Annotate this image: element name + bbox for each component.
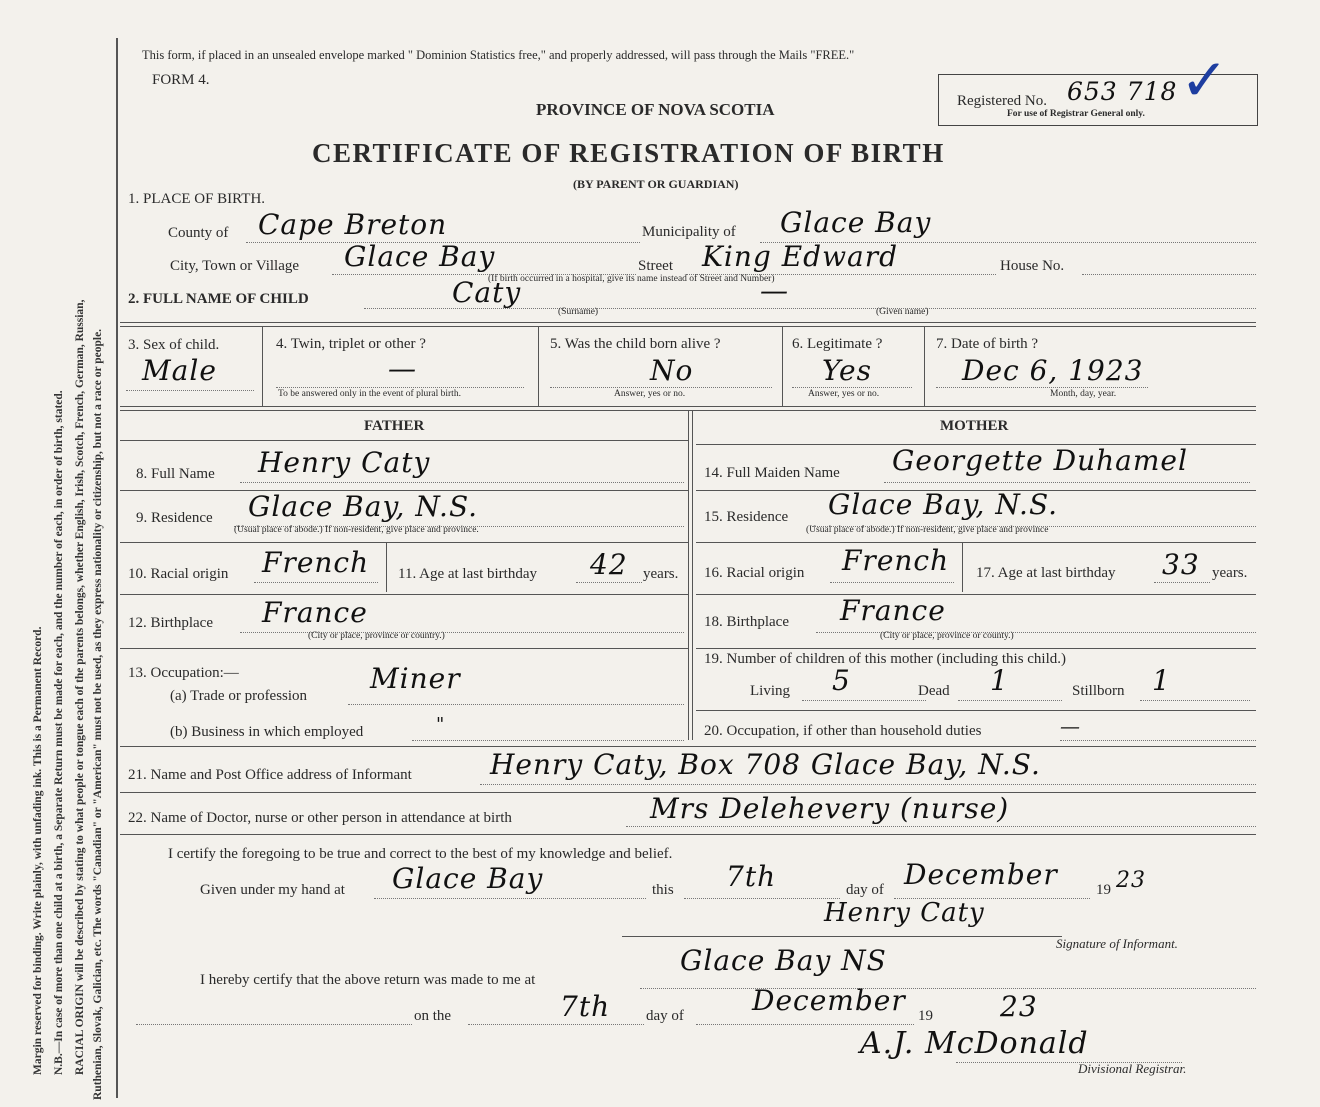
house-number-label: House No.	[1000, 258, 1065, 274]
registrar-place-value: Glace Bay NS	[680, 944, 887, 977]
mother-age-years: years.	[1212, 565, 1248, 581]
sex-label: 3. Sex of child.	[128, 337, 220, 353]
registrar-statement: I hereby certify that the above return was made to me at	[200, 972, 536, 988]
mother-name-label: 14. Full Maiden Name	[704, 465, 840, 481]
legitimate-caption: Answer, yes or no.	[808, 389, 880, 399]
margin-note-binding: Margin reserved for binding. Write plainly, with unfading ink. This is a Permanent Record.	[32, 626, 44, 1075]
child-surname-value: Caty	[452, 276, 522, 309]
municipality-label: Municipality of	[642, 224, 736, 240]
born-alive-caption: Answer, yes or no.	[614, 389, 686, 399]
living-label: Living	[750, 683, 790, 699]
given-month-value: December	[904, 858, 1058, 891]
mother-name-value: Georgette Duhamel	[892, 444, 1188, 477]
mother-residence-value: Glace Bay, N.S.	[828, 488, 1059, 521]
legitimate-value: Yes	[822, 354, 872, 387]
city-town-label: City, Town or Village	[170, 258, 300, 274]
twin-caption: To be answered only in the event of plural birth.	[278, 389, 461, 399]
father-age-label: 11. Age at last birthday	[398, 566, 537, 582]
certificate-title: CERTIFICATE OF REGISTRATION OF BIRTH	[312, 138, 945, 168]
children-count-label: 19. Number of children of this mother (including this child.)	[704, 651, 1067, 667]
given-year-prefix: 19	[1096, 882, 1111, 898]
surname-caption: (Surname)	[558, 307, 599, 317]
county-label: County of	[168, 225, 229, 241]
born-alive-value: No	[650, 354, 694, 387]
dead-label: Dead	[918, 683, 950, 699]
form-number: FORM 4.	[152, 72, 210, 88]
registrar-only-note: For use of Registrar General only.	[1007, 109, 1145, 119]
mother-birthplace-caption: (City or place, province or county.)	[880, 631, 1014, 641]
child-given-name-value: —	[760, 274, 789, 307]
informant-label: 21. Name and Post Office address of Informant	[128, 767, 412, 783]
mother-occupation-label: 20. Occupation, if other than household duties	[704, 723, 982, 739]
date-of-birth-label: 7. Date of birth ?	[936, 336, 1039, 352]
father-residence-value: Glace Bay, N.S.	[248, 490, 479, 523]
legitimate-label: 6. Legitimate ?	[792, 336, 883, 352]
given-year-value: 23	[1116, 868, 1146, 893]
doctor-label: 22. Name of Doctor, nurse or other person in attendance at birth	[128, 810, 512, 826]
municipality-value: Glace Bay	[780, 206, 932, 239]
mother-racial-value: French	[842, 544, 950, 577]
registrar-year-prefix: 19	[918, 1008, 933, 1024]
twin-value: —	[388, 352, 417, 385]
given-name-caption: (Given name)	[876, 307, 929, 317]
informant-signature-caption: Signature of Informant.	[1056, 936, 1178, 951]
margin-note-racial-origin: RACIAL ORIGIN will be described by stating to what people or tongue each of the parents belongs, whether English, Irish, Scotch, French, German, Russian,	[74, 299, 86, 1075]
trade-label: (a) Trade or profession	[170, 688, 308, 704]
registered-label: Registered No.	[957, 93, 1047, 109]
given-day-of-label: day of	[846, 882, 884, 898]
registrar-day-value: 7th	[560, 990, 611, 1023]
city-value: Glace Bay	[344, 240, 496, 273]
province-heading: PROVINCE OF NOVA SCOTIA	[536, 100, 775, 119]
registrar-signature-caption: Divisional Registrar.	[1078, 1061, 1187, 1076]
father-residence-label: 9. Residence	[136, 510, 213, 526]
margin-note-racial-origin-cont: Ruthenian, Slovak, Galician, etc. The words "Canadian" or "American" must not be used, as they express nationality or citizenship, but not a race or people.	[92, 328, 104, 1100]
registrar-year-value: 23	[1000, 990, 1038, 1023]
mother-occupation-value: —	[1060, 714, 1081, 738]
margin-note-multiple-births: N.B.—In case of more than one child at a birth, a Separate Return must be made for each, and the number of each, in order of birth, stated.	[53, 390, 65, 1075]
business-value: "	[436, 714, 446, 735]
registrar-signature: A.J. McDonald	[860, 1026, 1089, 1061]
father-birthplace-label: 12. Birthplace	[128, 615, 213, 631]
father-birthplace-caption: (City or place, province or country.)	[308, 631, 445, 641]
father-birthplace-value: France	[262, 596, 368, 629]
father-residence-caption: (Usual place of abode.) If non-resident, give place and province.	[234, 525, 479, 535]
postal-notice: This form, if placed in an unsealed envelope marked " Dominion Statistics free," and properly addressed, will pass through the Mails "FREE."	[142, 48, 855, 62]
mother-age-label: 17. Age at last birthday	[976, 565, 1116, 581]
father-name-label: 8. Full Name	[136, 466, 215, 482]
mother-residence-label: 15. Residence	[704, 509, 789, 525]
margin-rule	[116, 38, 118, 1098]
registrar-month-value: December	[752, 984, 906, 1017]
certification-statement: I certify the foregoing to be true and correct to the best of my knowledge and belief.	[168, 846, 673, 862]
on-the-label: on the	[414, 1008, 452, 1024]
county-value: Cape Breton	[258, 208, 448, 241]
stillborn-label: Stillborn	[1072, 683, 1125, 699]
born-alive-label: 5. Was the child born alive ?	[550, 336, 721, 352]
twin-label: 4. Twin, triplet or other ?	[276, 336, 426, 352]
sex-value: Male	[142, 354, 217, 387]
registrar-day-of-label: day of	[646, 1008, 684, 1024]
mother-residence-caption: (Usual place of abode.) If non-resident, give place and province	[806, 525, 1049, 535]
living-value: 5	[832, 664, 851, 697]
mother-birthplace-label: 18. Birthplace	[704, 614, 789, 630]
father-racial-value: French	[262, 546, 370, 579]
father-age-years: years.	[643, 566, 679, 582]
this-label: this	[652, 882, 674, 898]
dead-value: 1	[990, 664, 1009, 697]
date-of-birth-caption: Month, day, year.	[1050, 389, 1117, 399]
place-of-birth-label: 1. PLACE OF BIRTH.	[128, 191, 266, 207]
trade-value: Miner	[370, 662, 461, 695]
certificate-subtitle: (BY PARENT OR GUARDIAN)	[573, 177, 739, 191]
date-of-birth-value: Dec 6, 1923	[962, 354, 1144, 387]
informant-value: Henry Caty, Box 708 Glace Bay, N.S.	[490, 748, 1041, 781]
doctor-value: Mrs Delehevery (nurse)	[650, 792, 1010, 825]
given-place-value: Glace Bay	[392, 862, 544, 895]
father-name-value: Henry Caty	[258, 446, 431, 479]
registered-number: 653 718	[1067, 77, 1178, 106]
check-mark-icon: ✓	[1180, 46, 1229, 114]
father-racial-label: 10. Racial origin	[128, 566, 229, 582]
father-age-value: 42	[590, 548, 628, 581]
father-occupation-label: 13. Occupation:—	[128, 665, 239, 681]
mother-racial-label: 16. Racial origin	[704, 565, 805, 581]
hospital-note: (If birth occurred in a hospital, give its name instead of Street and Number)	[488, 274, 775, 284]
given-day-value: 7th	[726, 860, 777, 893]
street-label: Street	[638, 258, 673, 274]
mother-birthplace-value: France	[840, 594, 946, 627]
informant-signature: Henry Caty	[824, 898, 985, 928]
father-heading: FATHER	[364, 418, 425, 434]
mother-age-value: 33	[1162, 548, 1200, 581]
business-label: (b) Business in which employed	[170, 724, 364, 740]
mother-heading: MOTHER	[940, 418, 1009, 434]
stillborn-value: 1	[1152, 664, 1171, 697]
street-value: King Edward	[702, 240, 899, 273]
child-name-label: 2. FULL NAME OF CHILD	[128, 291, 309, 307]
given-under-hand-label: Given under my hand at	[200, 882, 345, 898]
